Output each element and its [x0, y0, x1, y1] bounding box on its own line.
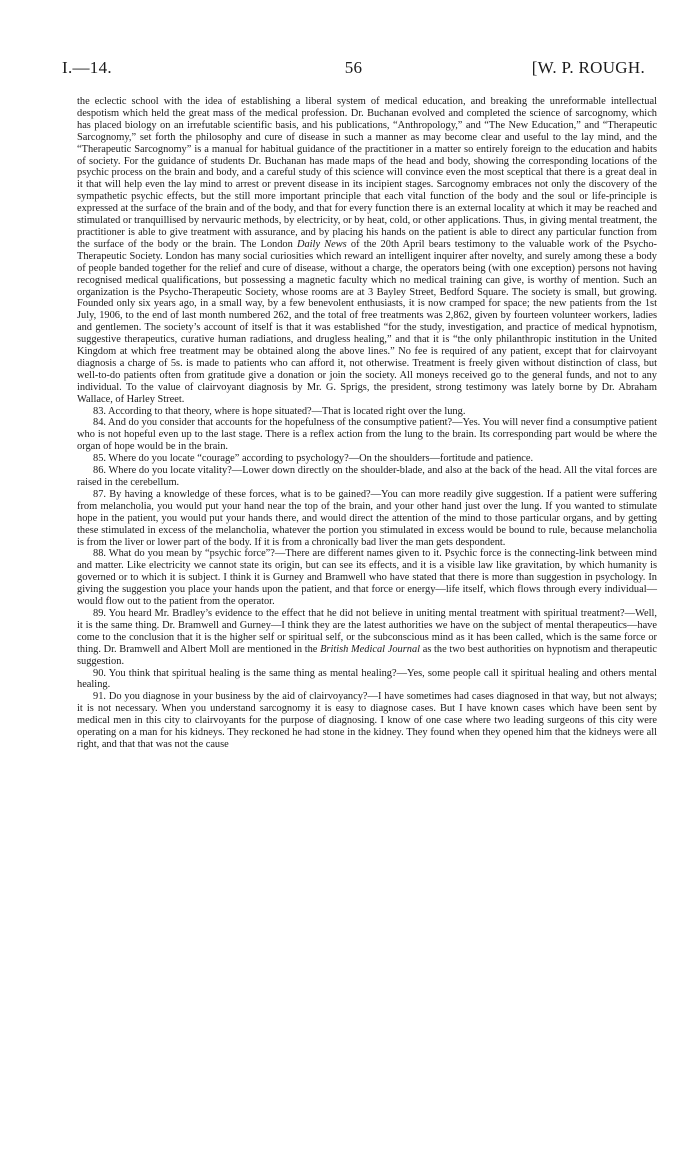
paragraph-text: of the 20th April bears testimony to the valuable work of the Psycho-Therapeutic Society. London has many social curiosities which reward an intelligent inquirer after novelty, and surely among these a body of people banded together for the relief and cure of disease, without a charge, the operators being (with one exception) persons not having recognised medical qualifications, but possessing a magnetic faculty which no medical training can give, is worthy of mention. Such an organization is the Psycho-Therapeutic Society, whose rooms are at 3 Bayley Street, Bedford Square. The society is small, but growing. Founded only six years ago, in a small way, by a few benevolent enthusiasts, it is now cramped for space; the new patients from the 1st July, 1906, to the end of last month numbered 262, and the total of free treatments was 2,862, given by fourteen volunteer workers, ladies and gentlemen. The society’s account of itself is that it was established “for the study, investigation, and practice of medical hypnotism, suggestive therapeutics, curative human radiations, and drugless healing,” and that it is “the only philanthropic institution in the United Kingdom at which free treatment may be obtained along the above lines.” No fee is required of any patient, except that for clairvoyant diagnosis a charge of 5s. is made to patients who can afford it, not otherwise. Treatment is freely given without distinction of class, but well-to-do patients often from gratitude give a donation or join the society. All moneys received go to the general funds, and not to any individual. To the value of clairvoyant diagnosis by Mr. G. Sprigs, the president, strong testimony was lately borne by Dr. Abraham Wallace, of Harley Street. [77, 238, 658, 405]
evidence-paragraph-p90 [77, 668, 657, 692]
italic-title: Daily News [296, 238, 347, 250]
witness-name: [W. P. ROUGH. [531, 58, 645, 77]
page-number: 56 [344, 58, 363, 77]
paragraph-text: 86. Where do you locate vitality?—Lower down directly on the shoulder-blade, and also at the back of the head. All the vital forces are raised in the cerebellum. [77, 465, 657, 488]
paragraph-text: as the two best authorities on hypnotism and therapeutic suggestion. [77, 643, 657, 667]
paragraph-text: 83. According to that theory, where is hope situated?—That is located right over the lung. [93, 405, 466, 417]
paragraph-text: 84. And do you consider that accounts for the hopefulness of the consumptive patient?—Yes. You will never find a consumptive patient who is not hopeful even up to the last stage. There is a reflex action from the lung to the brain. Its corresponding part would be where the organ of hope would be in the brain. [77, 417, 657, 453]
continued-paragraph [77, 96, 657, 406]
evidence-paragraph-p89 [77, 608, 657, 668]
evidence-paragraph-p88 [77, 548, 657, 608]
evidence-paragraph-p86 [77, 465, 657, 489]
paragraph-text: the eclectic school with the idea of establishing a liberal system of medical education, and breaking the unreformable intellectual despotism which held the great mass of the medical profession. Dr. Buchanan evolved and completed the science of sarcognomy, which has placed biology on an irrefutable scientific basis, and his publications, “Anthropology,” and “The New Education,” and “Therapeutic Sarcognomy,” set forth the philosophy and cure of disease in such a manner as may become clear and useful to the lay mind, and the “Therapeutic Sarcognomy” is a manual for habitual guidance of the practitioner in a matter so entirely foreign to the education and habits of society. For the guidance of students Dr. Buchanan has made maps of the head and body, showing the corresponding locations of the psychic process on the brain and body, and a careful study of this science will convince even the most sceptical that there is a great deal in it that will help even the lay mind to arrest or prevent disease in its incipient stages. Sarcognomy embraces not only the discovery of the sympathetic psychic effects, but the still more important principle that each vital function of the body and the soul or life-principle is expressed at the surface of the brain and of the body, and that for every function there is an external locality at which it may be reached and stimulated or tranquillised by nervauric methods, by electricity, or by heat, cold, or other applications. Thus, in giving mental treatment, the practitioner is able to give treatment with assurance, and by placing his hands on the patient is able to direct any particular function from the surface of the body or the brain. The London [77, 96, 657, 250]
sessional-paper-reference: I.—14. [62, 58, 112, 77]
paragraph-text: 88. What do you mean by “psychic force”?—There are different names given to it. Psychic force is the connecting-link between mind and matter. Like electricity we cannot state its origin, but can see its effects, and it is a visible law like gravitation, by which humanity is governed or to which it is subject. I think it is Gurney and Bramwell who have stated that there is more than suggestion in psychology. In giving the suggestion you place your hands upon the patient, and that force or energy—life itself, which flows through every individual—would flow out to the patient from the operator. [77, 548, 657, 608]
document-body [77, 96, 657, 751]
paragraph-text: 89. You heard Mr. Bradley’s evidence to the effect that he did not believe in uniting mental treatment with spiritual treatment?—Well, it is the same thing. Dr. Bramwell and Gurney—I think they are the latest authorities we have on the subject of mental therapeutics—have come to the conclusion that it is the higher self or spiritual self, or the subconscious mind as it has been called, which is the same force or thing. Dr. Bramwell and Albert Moll are mentioned in the [77, 607, 657, 655]
paragraph-text: 91. Do you diagnose in your business by the aid of clairvoyancy?—I have sometimes had cases diagnosed in that way, but not always; it is not necessary. When you understand sarcognomy it is easy to diagnose cases. But I have known cases which have been sent by medical men in this city to clairvoyants for the purpose of diagnosing. I know of one case where two leading surgeons of this city were operating on a man for his kidneys. They reckoned he had stone in the kidney. They found when they opened him that the kidneys were all right, and that that was not the cause [77, 691, 657, 750]
evidence-paragraph-p85 [77, 453, 657, 465]
paragraph-text: 85. Where do you locate “courage” according to psychology?—On the shoulders—fortitude and patience. [93, 453, 534, 465]
evidence-paragraph-p84 [77, 417, 657, 453]
evidence-paragraph-p91 [77, 691, 657, 751]
paragraph-text: 87. By having a knowledge of these forces, what is to be gained?—You can more readily give suggestion. If a patient were suffering from melancholia, you would put your hand near the top of the brain, and your other hand just over the lung. If you wanted to stimulate hope in the patient, you would put your hands there, and would direct the attention of the mind to those particular organs, and by getting these stimulated in excess of the melancholia, whatever the portion you stimulated in excess would be bound to rule, because melancholia is from the liver or lower part of the body. If it is from a chronically bad liver the man gets despondent. [77, 488, 657, 548]
evidence-paragraph-p83 [77, 406, 657, 418]
italic-title: British Medical Journal [320, 643, 421, 655]
evidence-paragraph-p87 [77, 489, 657, 549]
page-header [62, 58, 645, 80]
paragraph-text: 90. You think that spiritual healing is the same thing as mental healing?—Yes, some people call it spiritual healing and others mental healing. [77, 667, 657, 691]
